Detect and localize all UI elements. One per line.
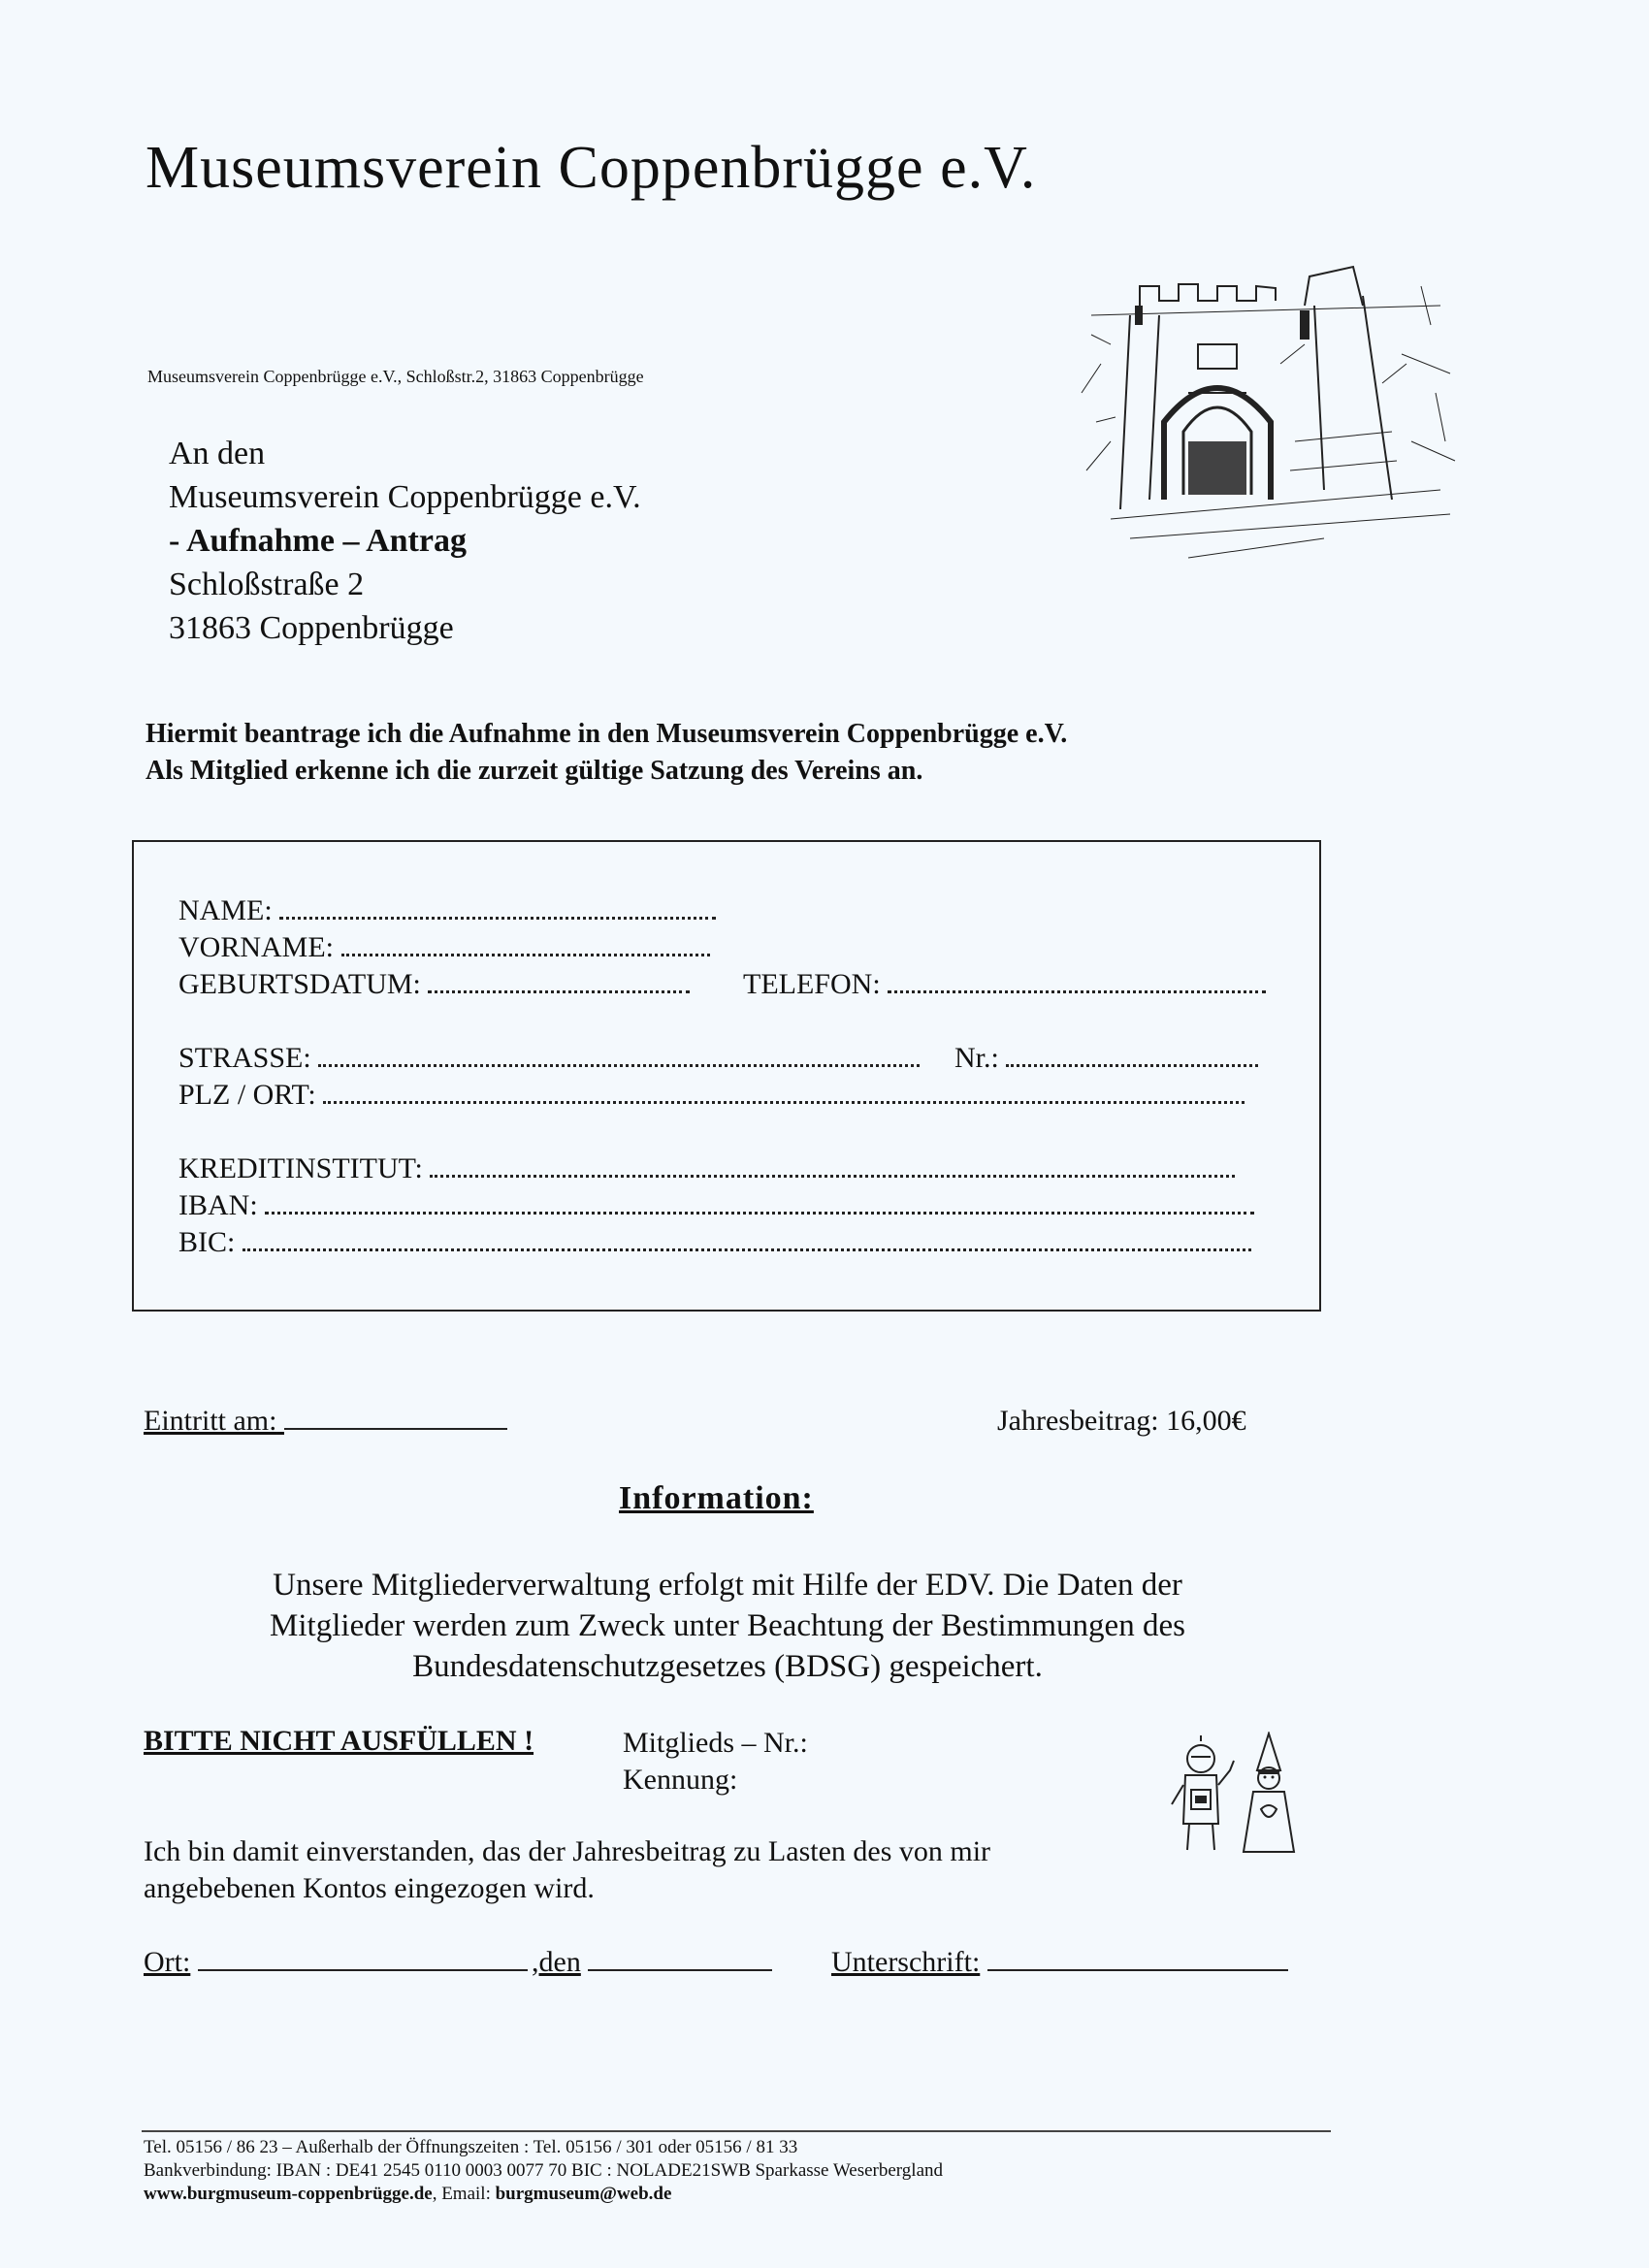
office-use-fields	[623, 1725, 808, 1798]
bic-field[interactable]	[178, 1226, 1251, 1259]
intro-line-1: Hiermit beantrage ich die Aufnahme in den Museumsverein Coppenbrügge e.V.	[146, 719, 1068, 749]
annual-fee: Jahresbeitrag: 16,00€	[997, 1405, 1246, 1437]
consent-line-1: Ich bin damit einverstanden, das der Jahresbeitrag zu Lasten des von mir	[144, 1835, 991, 1867]
intro-statement	[146, 716, 1067, 790]
kreditinstitut-field[interactable]	[178, 1152, 1235, 1185]
recipient-line-5: 31863 Coppenbrügge	[169, 610, 454, 646]
telefon-label: TELEFON:	[743, 968, 881, 1000]
email-label: , Email:	[432, 2184, 491, 2204]
website-link[interactable]: www.burgmuseum-coppenbrügge.de	[144, 2184, 433, 2204]
geburtsdatum-label: GEBURTSDATUM:	[178, 968, 421, 1000]
plz-ort-label: PLZ / ORT:	[178, 1079, 316, 1111]
email-link[interactable]: burgmuseum@web.de	[495, 2184, 672, 2204]
recipient-address	[169, 432, 641, 650]
footer-phone-line: Tel. 05156 / 86 23 – Außerhalb der Öffnungszeiten : Tel. 05156 / 301 oder 05156 / 81 33	[144, 2137, 798, 2157]
strasse-label: STRASSE:	[178, 1042, 311, 1074]
recipient-line-1: An den	[169, 436, 266, 471]
footer-web-line	[144, 2183, 943, 2206]
information-text	[146, 1565, 1310, 1687]
vorname-label: VORNAME:	[178, 931, 335, 963]
footer-divider	[142, 2130, 1331, 2132]
iban-field[interactable]	[178, 1189, 1254, 1222]
information-line-1: Unsere Mitgliederverwaltung erfolgt mit Hilfe der EDV. Die Daten der	[273, 1568, 1182, 1603]
signature-label: Unterschrift:	[831, 1946, 981, 1978]
geburtsdatum-field[interactable]	[178, 968, 690, 1001]
bic-label: BIC:	[178, 1226, 236, 1258]
kreditinstitut-label: KREDITINSTITUT:	[178, 1152, 423, 1184]
nr-field[interactable]	[954, 1042, 1258, 1075]
name-label: NAME:	[178, 894, 273, 926]
date-label: ,den	[532, 1946, 581, 1978]
kennung-label: Kennung:	[623, 1764, 738, 1796]
date-field[interactable]	[532, 1946, 772, 1979]
recipient-line-2: Museumsverein Coppenbrügge e.V.	[169, 479, 641, 515]
eintritt-label: Eintritt am:	[144, 1405, 277, 1437]
knight-princess-illustration	[1164, 1732, 1305, 1858]
recipient-line-3: - Aufnahme – Antrag	[169, 523, 467, 559]
direct-debit-consent	[144, 1833, 990, 1907]
strasse-field[interactable]	[178, 1042, 920, 1075]
personal-data-form	[132, 840, 1321, 1312]
recipient-line-4: Schloßstraße 2	[169, 567, 365, 602]
castle-gate-illustration	[1072, 247, 1460, 577]
ort-field[interactable]	[144, 1946, 528, 1979]
iban-label: IBAN:	[178, 1189, 258, 1221]
intro-line-2: Als Mitglied erkenne ich die zurzeit gültige Satzung des Vereins an.	[146, 756, 923, 786]
consent-line-2: angebebenen Kontos eingezogen wird.	[144, 1872, 595, 1904]
sender-address-line: Museumsverein Coppenbrügge e.V., Schloßstr.2, 31863 Coppenbrügge	[147, 367, 644, 386]
information-line-2: Mitglieder werden zum Zweck unter Beachtung der Bestimmungen des	[270, 1608, 1185, 1643]
footer-bank-line: Bankverbindung: IBAN : DE41 2545 0110 0003 0077 70 BIC : NOLADE21SWB Sparkasse Weserbergland	[144, 2160, 944, 2181]
page-title: Museumsverein Coppenbrügge e.V.	[146, 135, 1037, 201]
information-heading: Information:	[619, 1480, 814, 1516]
plz-ort-field[interactable]	[178, 1079, 1245, 1112]
signature-field[interactable]	[831, 1946, 1288, 1979]
footer-contact	[144, 2136, 943, 2206]
mitglieds-nr-label: Mitglieds – Nr.:	[623, 1727, 808, 1759]
office-use-notice: BITTE NICHT AUSFÜLLEN !	[144, 1725, 534, 1757]
eintritt-field[interactable]	[144, 1405, 507, 1438]
vorname-field[interactable]	[178, 931, 710, 964]
nr-label: Nr.:	[954, 1042, 999, 1074]
name-field[interactable]	[178, 894, 716, 927]
ort-label: Ort:	[144, 1946, 191, 1978]
information-line-3: Bundesdatenschutzgesetzes (BDSG) gespeichert.	[412, 1649, 1043, 1684]
telefon-field[interactable]	[743, 968, 1266, 1001]
